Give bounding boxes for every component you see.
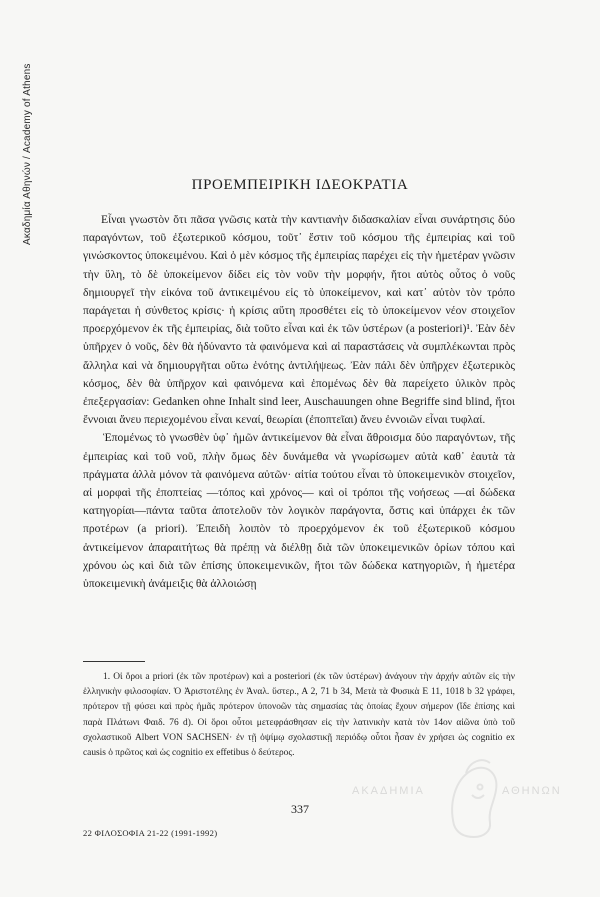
athena-head-icon [444,755,504,840]
watermark-text-right: ΑΘΗΝΩΝ [502,785,562,797]
body-text [83,211,515,593]
footnote-divider [83,661,145,662]
paragraph-2: Ἑπομένως τὸ γνωσθὲν ὑφ᾽ ἡμῶν ἀντικείμενον θὰ εἶναι ἄθροισμα δύο παραγόντων, τῆς ἐμπειρίας καὶ τοῦ νοῦ, πλὴν ὅμως δὲν δυνάμεθα νὰ γνωρίσωμεν αὐτὰ καθ᾽ ἑαυτὰ τὰ πράγματα ἀλλὰ μόνον τὰ φαινόμενα αὐτῶν· αἰτία τούτου εἶναι τὸ ὑποκειμενικὸν στοιχεῖον, αἱ μορφαὶ τῆς ἐποπτείας —τόπος καὶ χρόνος— καὶ οἱ τρόποι τῆς νοήσεως —αἱ δώδεκα κατηγορίαι—πάντα ταῦτα ἀποτελοῦν τὸν λογικὸν παράγοντα, ὅστις καὶ ὑπάρχει ἐκ τῶν προτέρων (a priori). Ἐπειδὴ λοιπὸν τὸ προερχόμενον ἐκ τοῦ ἐξωτερικοῦ κόσμου ἀντικείμενον ἀπαραιτήτως θὰ πρέπῃ νὰ διέλθῃ διὰ τῶν ὑποκειμενικῶν ὁρίων τόπου καὶ χρόνου ὡς καὶ διὰ τῶν ἐπίσης ὑποκειμενικῶν, ἤτοι τῶν δώδεκα κατηγοριῶν, ἡ ἡμετέρα ὑποκειμενικὴ ἀνάμειξις θὰ ἀλλοιώσῃ [83,431,515,591]
page-number: 337 [291,802,309,816]
paragraph-1: Εἶναι γνωστὸν ὅτι πᾶσα γνῶσις κατὰ τὴν καντιανὴν διδασκαλίαν εἶναι συνάρτησις δύο παραγόντων, τοῦ ἐξωτερικοῦ κόσμου, τοῦτ᾽ ἔστιν τοῦ κόσμου τῆς ἐμπειρίας καὶ τοῦ γινώσκοντος ὑποκειμένου. Καὶ ὁ μὲν κόσμος τῆς ἐμπειρίας παρέχει εἰς τὴν ἡμετέραν γνῶσιν τὴν ὕλη, τὸ δὲ ὑποκείμενον δίδει εἰς τὸν νοῦν τὴν μορφήν, ἤτοι αὐτὸς οὗτος ὁ νοῦς δημιουργεῖ τὴν εἰκόνα τοῦ ἀντικειμένου εἰς τὸ ὑποκείμενον, καὶ κατ᾽ αὐτὸν τὸν τρόπο παράγεται ἡ σύνθετος κρίσις· ἡ κρίσις αὕτη προσθέτει εἰς τὸ ὑποκείμενον νέον στοιχεῖον προερχόμενον ἐκ τῆς ἐμπειρίας, διὰ τοῦτο εἶναι καὶ ἐκ τῶν ὑστέρων (a posteriori)¹. Ἐὰν δὲν ὑπῆρχεν ὁ νοῦς, δὲν θὰ ἠδύναντο τὰ φαινόμενα καὶ αἱ παραστάσεις νὰ συμπλέκωνται πρὸς ἄλληλα καὶ νὰ δημιουργῆται οὕτω ἑνότης ἀντιλήψεως. Ἐὰν πάλι δὲν ὑπῆρχεν ἐξωτερικὸς κόσμος, δὲν θὰ ὑπῆρχον καὶ φαινόμενα καὶ ἑπομένως δὲν θὰ παρείχετο ὑλικὸν πρὸς ἐπεξεργασίαν: Gedanken ohne Inhalt sind leer, Auschauungen ohne Begriffe sind blind, ἤτοι ἔννοιαι ἄνευ περιεχομένου εἶναι κεναί, θεωρίαι (ἐποπτεῖαι) ἄνευ ἐννοιῶν εἶναι τυφλαί. [83,213,515,427]
archive-side-label: Ακαδημία Αθηνών / Academy of Athens [22,63,33,245]
academy-watermark [352,755,582,855]
journal-reference: 22 ΦΙΛΟΣΟΦΙΑ 21-22 (1991-1992) [83,828,218,838]
footnote-1: 1. Οἱ ὅροι a priori (ἐκ τῶν προτέρων) καὶ a posteriori (ἐκ τῶν ὑστέρων) ἀνάγουν τὴν ἀρχήν αὐτῶν εἰς τὴν ἑλληνικὴν φιλοσοφίαν. Ὁ Ἀριστοτέλης ἐν Ἀναλ. ὕστερ., Α 2, 71 b 34, Μετὰ τὰ Φυσικὰ Ε 11, 1018 b 32 γράφει, πρότερον τῇ φύσει καὶ πρὸς ἡμᾶς πρότερον ὑπονοῶν τὰς σημασίας τὰς ὁποίας ἔχουν σήμερον (ἴδε ἐπίσης καὶ παρὰ Πλάτωνι Φαιδ. 76 d). Οἱ ὅροι οὗτοι μετεφράσθησαν εἰς τὴν λατινικὴν κατὰ τὸν 14ον αἰῶνα ὑπὸ τοῦ σχολαστικοῦ Albert VON SACHSEN· ἐν τῇ ὀψίμῳ σχολαστικῇ περιόδῳ οὗτοι ἦσαν ἐν χρήσει ὡς cognitio ex causis ὁ πρῶτος καὶ ὡς cognitio ex effetibus ὁ δεύτερος. [83,672,515,759]
watermark-text-left: ΑΚΑΔΗΜΙΑ [352,785,425,797]
article-title: ΠΡΟΕΜΠΕΙΡΙΚΗ ΙΔΕΟΚΡΑΤΙΑ [191,177,409,193]
